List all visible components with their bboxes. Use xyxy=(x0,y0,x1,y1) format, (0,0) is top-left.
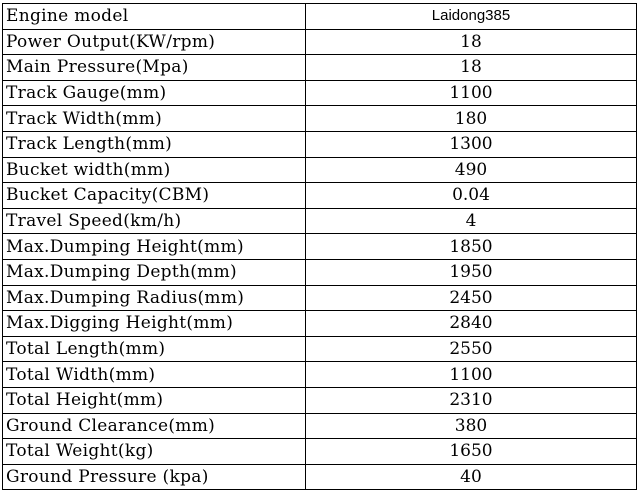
row-value: 2840 xyxy=(306,311,637,337)
table-row-track-length xyxy=(3,131,637,157)
table-row-bucket-capacity xyxy=(3,183,637,209)
table-row-total-length xyxy=(3,336,637,362)
row-label: Ground Clearance(mm) xyxy=(3,413,306,439)
table-row-main-pressure xyxy=(3,55,637,81)
row-label: Track Width(mm) xyxy=(3,106,306,132)
row-value: 1300 xyxy=(306,131,637,157)
row-value: 2450 xyxy=(306,285,637,311)
row-label: Ground Pressure (kpa) xyxy=(3,464,306,490)
row-label: Bucket Capacity(CBM) xyxy=(3,183,306,209)
row-label: Max.Dumping Height(mm) xyxy=(3,234,306,260)
row-value: 490 xyxy=(306,157,637,183)
table-row-power-output xyxy=(3,29,637,55)
row-label: Max.Dumping Depth(mm) xyxy=(3,259,306,285)
row-label: Total Width(mm) xyxy=(3,362,306,388)
table-row-total-width xyxy=(3,362,637,388)
row-label: Power Output(KW/rpm) xyxy=(3,29,306,55)
table-row-max-dumping-radius xyxy=(3,285,637,311)
table-row-engine-model xyxy=(3,4,637,30)
table-row-ground-clearance xyxy=(3,413,637,439)
row-value: 1100 xyxy=(306,362,637,388)
row-label: Main Pressure(Mpa) xyxy=(3,55,306,81)
row-label: Total Height(mm) xyxy=(3,387,306,413)
row-value: 1950 xyxy=(306,259,637,285)
row-label: Total Length(mm) xyxy=(3,336,306,362)
table-row-total-weight xyxy=(3,439,637,465)
row-label: Engine model xyxy=(3,4,306,30)
row-value: 4 xyxy=(306,208,637,234)
row-value: 40 xyxy=(306,464,637,490)
row-value: 180 xyxy=(306,106,637,132)
row-value: 380 xyxy=(306,413,637,439)
row-value: 1850 xyxy=(306,234,637,260)
row-value: 18 xyxy=(306,29,637,55)
table-row-max-digging-height xyxy=(3,311,637,337)
row-label: Track Length(mm) xyxy=(3,131,306,157)
row-label: Bucket width(mm) xyxy=(3,157,306,183)
row-value: 18 xyxy=(306,55,637,81)
row-label: Track Gauge(mm) xyxy=(3,80,306,106)
row-label: Total Weight(kg) xyxy=(3,439,306,465)
table-row-max-dumping-depth xyxy=(3,259,637,285)
row-label: Max.Dumping Radius(mm) xyxy=(3,285,306,311)
row-value: Laidong385 xyxy=(306,4,637,30)
row-value: 1650 xyxy=(306,439,637,465)
spec-table xyxy=(2,3,637,490)
table-row-total-height xyxy=(3,387,637,413)
row-value: 2550 xyxy=(306,336,637,362)
row-value: 0.04 xyxy=(306,183,637,209)
table-row-bucket-width xyxy=(3,157,637,183)
table-row-travel-speed xyxy=(3,208,637,234)
row-label: Max.Digging Height(mm) xyxy=(3,311,306,337)
row-value: 1100 xyxy=(306,80,637,106)
row-label: Travel Speed(km/h) xyxy=(3,208,306,234)
table-row-track-gauge xyxy=(3,80,637,106)
table-row-track-width xyxy=(3,106,637,132)
table-row-ground-pressure xyxy=(3,464,637,490)
table-row-max-dumping-height xyxy=(3,234,637,260)
row-value: 2310 xyxy=(306,387,637,413)
